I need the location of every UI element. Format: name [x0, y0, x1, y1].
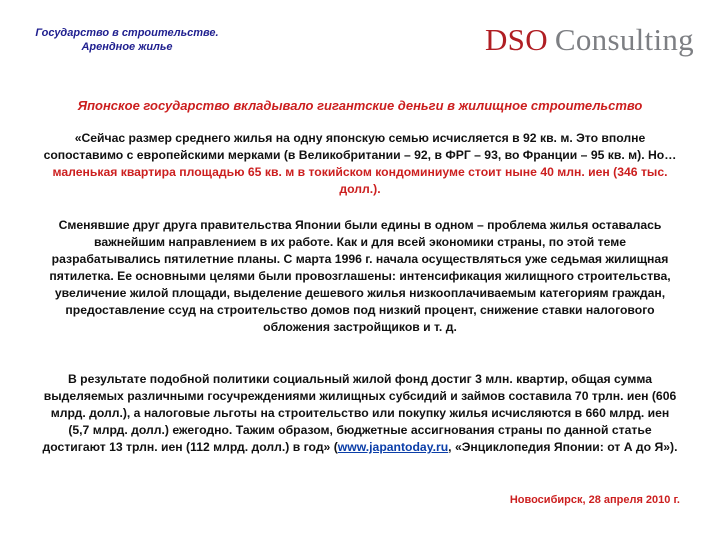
presentation-section-title: [22, 26, 232, 54]
paragraph-government-plans: Сменявшие друг друга правительства Японии были едины в одном – проблема жилья оставалась важнейшим направлением в их работе. Как и для всей экономики страны, по этой теме разрабатывались пятилетние планы. С марта 1996 г. начала осуществляться уже седьмая жилищная пятилетка. Ее основными целями были провозглашены: интенсификация жилищного строительства, увеличение жилой площади, выделение дешевого жилья низкооплачиваемым категориям граждан, предоставление ссуд на строительство домов под низкий процент, снижение ставки налогового обложения застройщиков и т. д.: [49, 218, 671, 334]
paragraph-1-highlight: маленькая квартира площадью 65 кв. м в токийском кондоминиуме стоит ныне 40 млн. иен (346 тыс. долл.).: [52, 165, 668, 196]
logo-consulting-text: Consulting: [554, 22, 694, 57]
section-title-line-2: Арендное жилье: [81, 41, 173, 53]
footer-date-location: Новосибирск, 28 апреля 2010 г.: [509, 494, 680, 506]
slide-subtitle: Японское государство вкладывало гигантские деньги в жилищное строительство: [77, 98, 643, 113]
paragraph-housing-results: [40, 371, 680, 456]
logo-dso-text: DSO: [484, 22, 548, 57]
paragraph-3-text: В результате подобной политики социальный жилой фонд достиг 3 млн. квартир, общая сумма выделяемых различными госучреждениями жилищных субсидий и займов составила 70 трлн. иен (606 млрд. долл.), а налоговые льготы на строительство или покупку жилья исчисляются в 660 млрд. иен (5,7 млрд. долл.) ежегодно. Тажим образом, бюджетные ассигнования страны по данной статье достигают 13 трлн. иен (112 млрд. долл.) в год» (: [42, 372, 677, 454]
paragraph-average-housing: [40, 130, 680, 198]
section-title-line-1: Государство в строительстве.: [35, 27, 219, 39]
paragraph-1-text: «Сейчас размер среднего жилья на одну японскую семью исчисляется в 92 кв. м. Это вполне сопоставимо с европейскими мерками (в Великобритании – 92, в ФРГ – 93, во Франции – 95 кв. м). Но…: [43, 131, 677, 162]
source-link[interactable]: www.japantoday.ru: [337, 440, 449, 454]
paragraph-3-text-after: , «Энциклопедия Японии: от А до Я»).: [448, 440, 678, 454]
dso-consulting-logo: [485, 22, 694, 58]
